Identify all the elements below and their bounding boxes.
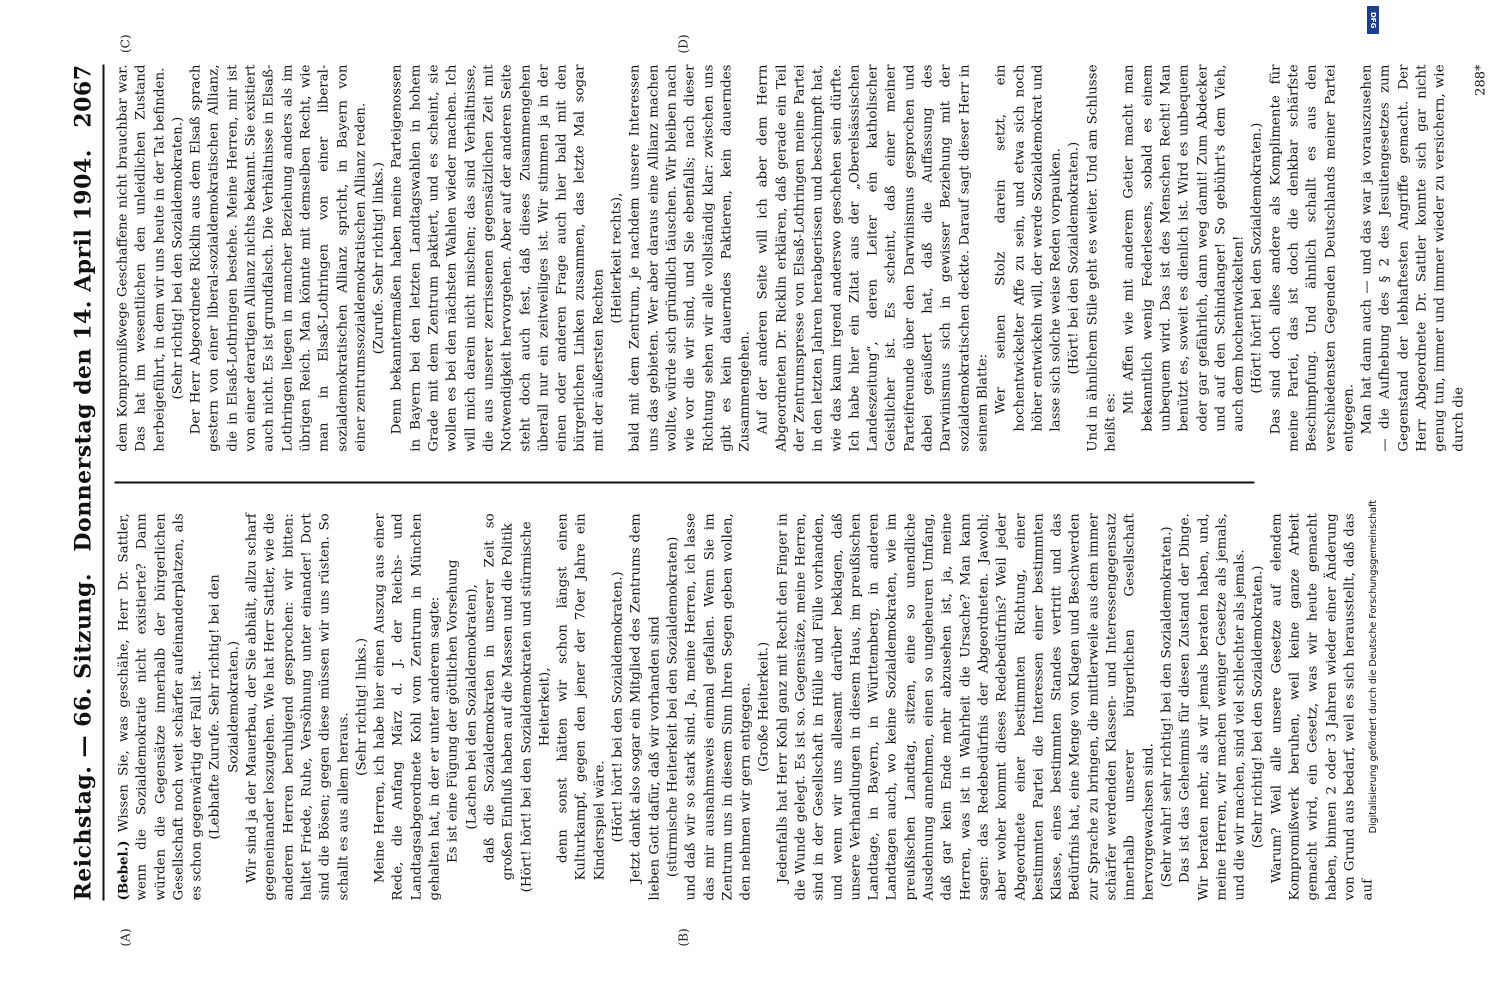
paragraph-text: Wir sind ja der Mauerbau, der Sie abhält, allzu scharf gegeneinander loszugehen. Wie hat Herr Sattler, wie die anderen Herren beruhigend gesprochen: wir bitten: haltet Friede, Ruhe, Versöhnung unter einander! Dort sind die Bösen; gegen diese müssen wir uns rüsten. So schallt es aus allem heraus.: [244, 513, 352, 901]
paragraph: [610, 513, 628, 900]
paragraph: [1359, 65, 1469, 452]
paragraph-text: daß die Sozialdemokraten in unserer Zeit so großen Einfluß haben auf die Massen und die Politik: [482, 513, 516, 881]
paragraph-text: Meine Herren, ich habe hier einen Auszug aus einer Rede, die Anfang März d. J. der Reichs- und Landtagsabgeordnete Kohl vom Zentrum in München gehalten hat, in der er unter anderem sagte:: [372, 513, 443, 901]
signature-mark: 288*: [1473, 64, 1489, 96]
paragraph-text: Man hat dann auch — und das war ja vorauszusehen — die Aufhebung des § 2 des Jesuitengesetzes zum Gegenstand der lebhaftesten Angriffe gemacht. Der Herr Abgeordnete Dr. Sattler konnte sich gar nicht genug tun, immer und immer wieder zu versichern, wie durch die: [1359, 64, 1467, 452]
digitization-note: Digitalisierung gefördert durch die Deutsche Forschungsgemeinschaft: [1367, 500, 1379, 834]
paragraph-text: (Hört! hört! bei den Sozialdemokraten.): [1249, 122, 1265, 394]
paragraph: [683, 513, 756, 900]
paragraph: [1267, 65, 1358, 452]
paragraph-text: (Lebhafte Zurufe. Sehr richtig! bei den Sozialdemokraten.): [207, 574, 242, 840]
paragraph: [188, 65, 371, 452]
paragraph: [463, 513, 481, 900]
paragraph-text: und daß wir so stark sind. Ja, meine Herren, ich lasse das mir ausnahmsweis einmal gefallen. Wenn Sie im Zentrum uns in diesem Sinn Ihren Segen geben wollen, den nehmen wir gern entgegen.: [683, 513, 754, 901]
right-column: [115, 34, 1489, 452]
paragraph: [481, 513, 518, 880]
paragraph-text: (stürmische Heiterkeit bei den Sozialdemokraten): [665, 536, 681, 878]
paragraph-text: (Sehr richtig! links.): [354, 637, 370, 776]
paragraph: [555, 513, 610, 880]
paragraph-text: bald mit dem Zentrum, je nachdem unsere Interessen uns das gebieten. Wer aber daraus eine Allianz machen wollte, würde sich gründlich täuschen. Wir bleiben nach wie vor die wir sind, und Sie ebenfalls; nach dieser Richtung sehen wir alle vollständig klar: zwischen uns gibt es kein dauerndes Paktieren, kein dauerndes Zusammengehen.: [627, 64, 753, 452]
paragraph: [1268, 513, 1378, 900]
margin-marker-d: (D): [676, 34, 691, 54]
paragraph-text: (Große Heiterkeit.): [756, 641, 772, 773]
paragraph-text: (Sehr wahr! sehr richtig! bei den Sozialdemokraten.): [1159, 526, 1175, 888]
paragraph: [1250, 513, 1268, 900]
paragraph: [627, 65, 755, 452]
paragraph: [372, 513, 445, 900]
paragraph: [389, 65, 609, 452]
paragraph-text: Es ist eine Fügung der göttlichen Vorsehung: [445, 559, 461, 863]
paragraph-text: (Sehr richtig! bei den Sozialdemokraten.): [1250, 565, 1266, 849]
paragraph-text: Jetzt dankt also sogar ein Mitglied des Zentrums dem lieben Gott dafür, daß wir vorhanden sind: [628, 513, 663, 901]
margin-marker-b: (B): [676, 928, 691, 947]
paragraph: [353, 513, 371, 900]
paragraph: [1121, 65, 1249, 432]
dfg-badge: DFG: [1367, 6, 1379, 34]
paragraph: [1158, 513, 1176, 900]
header-date: Donnerstag den 14. April 1904.: [70, 149, 97, 552]
paragraph-text: (Lachen bei den Sozialdemokraten),: [464, 584, 480, 830]
paragraph-text: Auf der anderen Seite will ich aber dem Herrn Abgeordneten Dr. Ricklin erklären, daß gerade ein Teil der Zentrumspresse von Elsaß-Lothringen meine Partei in den letzten Jahren herabgerissen und beschimpft hat, wie das kaum irgend anderswo geschehen sein dürfte. Ich habe hier ein Zitat aus der „Oberelsässischen Landeszeitung“, deren Leiter ein katholischer Geistlicher ist. Es scheint, daß einer meiner Parteifreunde über den Darwinismus gesprochen und dabei geäußert hat, daß die Auffassung des Darwinismus sich in gewisser Beziehung mit der sozialdemokratischen deckte. Darauf sagt dieser Herr in seinem Blatte:: [755, 64, 991, 452]
paragraph-text: Denn bekanntermaßen haben meine Parteigenossen in Bayern bei den letzten Landtagswahlen in hohem Grade mit dem Zentrum paktiert, und es scheint, sie wollen es bei den nächsten Wahlen wieder machen. Ich will mich darein nicht mischen; das sind Verhältnisse, die aus unserer zerrissenen gegensätzlichen Zeit mit Notwendigkeit hervorgehen. Aber auf der anderen Seite steht doch auch fest, daß dieses Zusammengehen überall nur ein zeitweiliges ist. Wir stimmen ja in der einen oder anderen Frage auch hier bald mit den bürgerlichen Linken zusammen, das letzte Mal sogar mit der äußersten Rechten: [389, 64, 607, 452]
paragraph: [115, 65, 170, 452]
paragraph-text: (Hört! hört! bei den Sozialdemokraten.): [610, 571, 626, 843]
paragraph-text: (Hört! bei den Sozialdemokraten.): [1066, 141, 1082, 375]
paragraph-text: Warum? Weil alle unsere Gesetze auf elendem Kompromißwerk beruhen, weil keine ganze Arbeit gemacht wird, ein Gesetz, was wir heute gemacht haben, binnen 2 oder 3 Jahren wieder einer Änderung von Grund aus bedarf, weil es sich herausstellt, daß das auf: [1269, 513, 1376, 901]
paragraph-text: Das ist das Geheimnis für diesen Zustand der Dinge. Wir beraten mehr, als wir jemals beraten haben, und, meine Herren, wir machen weniger Gesetze als jemals, und die wir machen, sind viel schlechter als jemals.: [1177, 513, 1248, 901]
column-divider: [115, 482, 1255, 484]
paragraph: [518, 513, 555, 900]
paragraph-text: Mit Affen wie mit anderem Getier macht man bekanntlich wenig Federlesens, sobald es einem unbequem wird. Das ist des Menschen Recht! Man benützt es, soweit es dienlich ist. Wird es unbequem oder gar gefährlich, dann weg damit! Zum Abdecker und auf den Schindanger! So gebührt's dem Vieh, auch dem hochentwickelten!: [1121, 64, 1247, 432]
paragraph: [756, 513, 774, 900]
paragraph: [774, 513, 1158, 900]
paragraph-text: Jedenfalls hat Herr Kohl ganz mit Recht den Finger in die Wunde gelegt. Es ist so. Gegensätze, meine Herren, sind in der Gesellschaft in Hülle und Fülle vorhanden, und wenn wir uns allesamt darüber beklagen, daß unsere Verhandlungen in diesem Haus, im preußischen Landtage, in Bayern, in Württemberg, in anderen Landtagen auch, wo keine Sozialdemokraten, wie im preußischen Landtag, sitzen, eine so unendliche Ausdehnung annehmen, einen so ungeheuren Umfang, daß gar kein Ende mehr abzusehen ist, ja, meine Herren, was ist in Wahrheit die Ursache? Man kann sagen: das Redebedürfnis der Abgeordneten. Jawohl; aber woher kommt dieses Redebedürfnis? Weil jeder Abgeordnete einer bestimmten Richtung, einer bestimmten Partei die Interessen einer bestimmten Klasse, eines bestimmten Standes vertritt und das Bedürfnis hat, eine Menge von Klagen und Beschwerden zur Sprache zu bringen, die mittlerweile aus dem immer schärfer werdenden Klassen- und Interessengegensatz innerhalb unserer bürgerlichen Gesellschaft hervorgewachsen sind.: [775, 513, 1157, 901]
paragraph: [609, 65, 627, 452]
paragraph-text: (Sehr richtig! bei den Sozialdemokraten.): [170, 116, 186, 400]
page-header: [71, 65, 105, 901]
paragraph: [371, 65, 389, 452]
paragraph-text: dem Kompromißwege Geschaffene nicht brauchbar war. Das hat im wesentlichen den unleidlichen Zustand herbeigeführt, in dem wir uns heute in der Tat befinden.: [115, 64, 168, 452]
paragraph: [115, 513, 207, 900]
paragraph: [1084, 65, 1121, 452]
margin-marker-a: (A): [118, 928, 133, 947]
paragraph: [244, 513, 354, 900]
paragraph-text: Und in ähnlichem Stile geht es weiter. Und am Schlusse heißt es:: [1085, 64, 1119, 452]
paragraph: [664, 513, 682, 900]
paragraph-text: (Heiterkeit rechts),: [609, 192, 625, 324]
paragraph-text: denn sonst hätten wir schon längst einen Kulturkampf, gegen den jener der 70er Jahre ein Kinderspiel wäre.: [555, 513, 608, 881]
paragraph-text: Das sind doch alles andere als Komplimente für meine Partei, das ist doch die denkbar schärfste Beschimpfung. Und ähnlich schallt es aus den verschiedensten Gegenden Deutschlands meiner Partei entgegen.: [1268, 64, 1357, 452]
paragraph: [1177, 513, 1250, 900]
paragraph: [755, 65, 993, 452]
paragraph-text: Wissen Sie, was geschähe, Herr Dr. Sattler, wenn die Sozialdemokratie nicht existierte? Dann würden die Gegensätze innerhalb der bürgerlichen Gesellschaft noch weit schärfer aufeinanderplatzen, als es schon gegenwärtig der Fall ist.: [116, 513, 205, 901]
paragraph-text: Der Herr Abgeordnete Ricklin aus dem Elsaß sprach gestern von einer liberal-sozialdemokratischen Allianz, die in Elsaß-Lothringen bestehe. Meine Herren, mir ist von einer derartigen Allianz nichts bekannt. Sie existiert auch nicht. Es ist grundfalsch. Die Verhältnisse in Elsaß-Lothringen liegen in mancher Beziehung anders als im übrigen Reich. Man könnte mit demselben Recht, wie man in Elsaß-Lothringen von einer liberal-sozialdemokratischen Allianz spricht, in Bayern von einer zentrumssozialdemokratischen Allianz reden.: [188, 64, 369, 452]
paragraph: [445, 513, 463, 880]
margin-marker-c: (C): [118, 34, 133, 54]
paragraph: [993, 65, 1066, 432]
speaker-name: (Bebel.): [115, 840, 132, 901]
paragraph-text: (Hört! hört! bei den Sozialdemokraten und stürmische Heiterkeit),: [519, 521, 553, 893]
header-left: Reichstag. — 66. Sitzung.: [70, 572, 97, 901]
paragraph-text: (Zurufe. Sehr richtig! links.): [371, 161, 387, 355]
page-number: 2067: [70, 64, 97, 128]
paragraph: [1249, 65, 1267, 452]
paragraph: [169, 65, 187, 452]
paragraph: [207, 513, 244, 900]
paragraph: [628, 513, 665, 900]
paragraph: [1066, 65, 1084, 452]
paragraph-text: Wer seinen Stolz darein setzt, ein hochentwickelter Affe zu sein, und etwa sich noch höher entwickeln will, der werde Sozialdemokrat und lasse sich solche weise Reden vorpauken.: [993, 64, 1064, 432]
